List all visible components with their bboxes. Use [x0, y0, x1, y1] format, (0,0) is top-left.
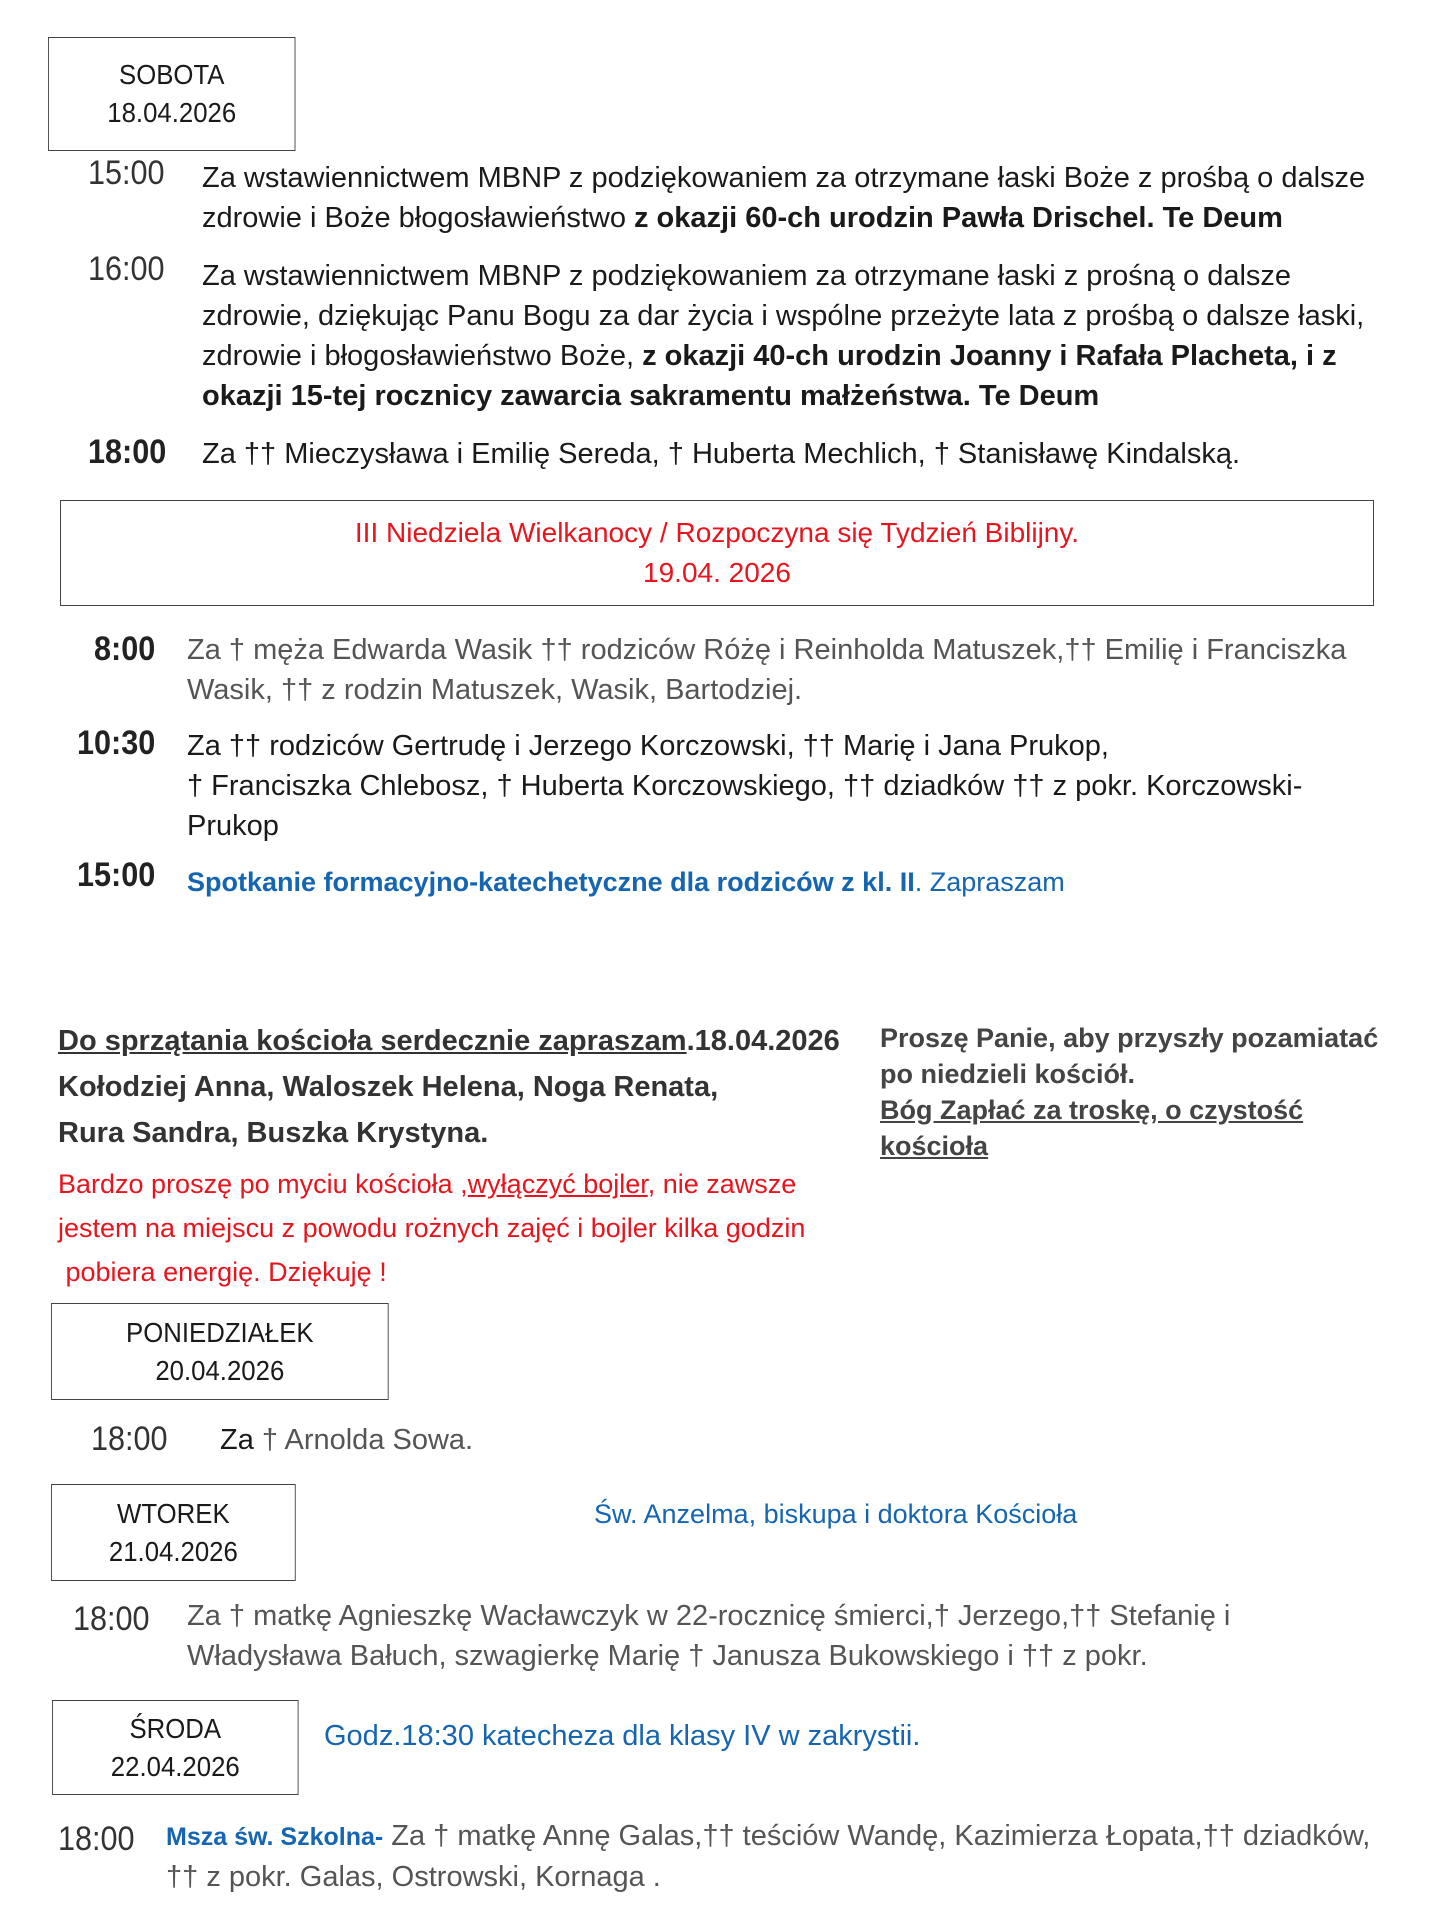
- mass-time: 16:00: [88, 250, 165, 288]
- mass-time: 15:00: [88, 154, 165, 192]
- mass-time: 18:00: [91, 1420, 168, 1458]
- cleaning-section: [58, 1018, 878, 1156]
- day-name: PONIEDZIAŁEK: [126, 1316, 314, 1348]
- day-date: 18.04.2026: [107, 97, 237, 128]
- mass-intention: Za †† Mieczysława i Emilię Sereda, † Huberta Mechlich, † Stanisławę Kindalską.: [202, 438, 1241, 470]
- cleaning-heading: Do sprzątania kościoła serdecznie zapraszam.18.04.2026: [58, 1025, 840, 1057]
- catechesis-note: Godz.18:30 katecheza dla klasy IV w zakrystii.: [324, 1720, 921, 1752]
- feast-note: Św. Anzelma, biskupa i doktora Kościoła: [594, 1499, 1078, 1529]
- sunday-banner: [60, 500, 1374, 606]
- day-header-monday: [51, 1303, 389, 1400]
- day-header-saturday: [48, 37, 295, 151]
- mass-time: 18:00: [73, 1600, 150, 1638]
- mass-intention: Za † matkę Agnieszkę Wacławczyk w 22-rocznicę śmierci,† Jerzego,†† Stefanię i Władysława Bałuch, szwagierkę Marię † Janusza Bukowskiego i †† z pokr.: [187, 1600, 1231, 1672]
- mass-time: 10:30: [77, 724, 156, 762]
- day-date: 22.04.2026: [110, 1750, 240, 1782]
- day-header-tuesday: [51, 1484, 296, 1581]
- sunday-date: 19.04. 2026: [643, 557, 791, 588]
- sweeping-note: Proszę Panie, aby przyszły pozamiatać po niedzieli kościół. Bóg Zapłać za troskę, o czystość kościoła: [880, 1023, 1379, 1161]
- mass-time: 18:00: [58, 1820, 135, 1858]
- cleaning-names: Rura Sandra, Buszka Krystyna.: [58, 1117, 489, 1149]
- day-date: 21.04.2026: [108, 1535, 238, 1567]
- mass-intention: Za † męża Edwarda Wasik †† rodziców Różę i Reinholda Matuszek,†† Emilię i Franciszka Wasik, †† z rodzin Matuszek, Wasik, Bartodziej.: [187, 634, 1347, 706]
- day-name: SOBOTA: [119, 59, 225, 90]
- day-header-wednesday: [52, 1700, 299, 1795]
- boiler-note: Bardzo proszę po myciu kościoła ,wyłączyć bojler, nie zawsze jestem na miejscu z powodu rożnych zajęć i bojler kilka godzin pobiera energię. Dziękuję !: [58, 1169, 806, 1287]
- mass-time: 18:00: [88, 433, 167, 471]
- sunday-title: III Niedziela Wielkanocy / Rozpoczyna się Tydzień Biblijny.: [354, 517, 1080, 548]
- day-date: 20.04.2026: [155, 1354, 285, 1386]
- mass-intention: Msza św. Szkolna- Za † matkę Annę Galas,†† teściów Wandę, Kazimierza Łopata,†† dziadków, †† z pokr. Galas, Ostrowski, Kornaga .: [166, 1820, 1371, 1893]
- day-name: WTOREK: [117, 1497, 230, 1529]
- cleaning-names: Kołodziej Anna, Waloszek Helena, Noga Renata,: [58, 1071, 719, 1103]
- mass-intention: Za wstawiennictwem MBNP z podziękowaniem za otrzymane łaski z prośną o dalsze zdrowie, dziękując Panu Bogu za dar życia i wspólne przeżyte lata z prośbą o dalsze łaski, zdrowie i błogosławieństwo Boże, z okazji 40-ch urodzin Joanny i Rafała Placheta, i z okazji 15-tej rocznicy zawarcia sakramentu małżeństwa. Te Deum: [202, 260, 1365, 412]
- day-name: ŚRODA: [129, 1712, 222, 1744]
- mass-intention: Za †† rodziców Gertrudę i Jerzego Korczowski, †† Marię i Jana Prukop, † Franciszka Chlebosz, † Huberta Korczowskiego, †† dziadków †† z pokr. Korczowski- Prukop: [187, 730, 1303, 842]
- mass-time: 15:00: [77, 856, 156, 894]
- event-note: Spotkanie formacyjno-katechetyczne dla rodziców z kl. II. Zapraszam: [187, 867, 1065, 897]
- mass-time: 8:00: [94, 630, 156, 668]
- mass-intention: Za † Arnolda Sowa.: [220, 1424, 474, 1456]
- mass-intention: Za wstawiennictwem MBNP z podziękowaniem za otrzymane łaski Boże z prośbą o dalsze zdrowie i Boże błogosławieństwo z okazji 60-ch urodzin Pawła Drischel. Te Deum: [202, 162, 1366, 234]
